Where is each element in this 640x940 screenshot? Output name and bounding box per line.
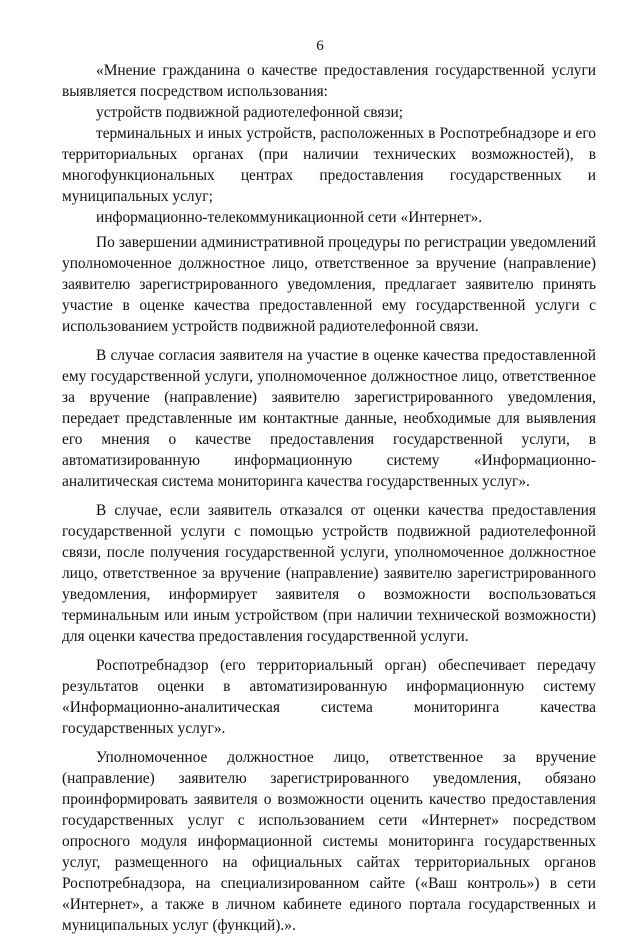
- page-number: 6: [316, 38, 324, 54]
- paragraph-list-item-mobile: устройств подвижной радиотелефонной связи;: [96, 104, 404, 121]
- paragraph-list-item-terminals: терминальных и иных устройств, расположенных в Роспотребнадзоре и его территориальных органах (при наличии технических возможностей), в многофункциональных центрах предоставления государственных и муниципальных услуг;: [62, 125, 596, 205]
- paragraph-refusal: В случае, если заявитель отказался от оценки качества предоставления государственной услуги с помощью устройств подвижной радиотелефонной связи, после получения государственной услуги, уполномоченное должностное лицо, ответственное за вручение (направление) заявителю зарегистрированного уведомления, информирует заявителя о возможности воспользоваться терминальным или иным устройством (при наличии технической возможности) для оценки качества предоставления государственной услуги.: [62, 502, 596, 645]
- paragraph-consent: В случае согласия заявителя на участие в оценке качества предоставленной ему государственной услуги, уполномоченное должностное лицо, ответственное за вручение (направление) заявителю зарегистрированного уведомления, передает представленные им контактные данные, необходимые для выявления его мнения о качестве предоставления государственной услуги, в автоматизированную информационную систему «Информационно-аналитическая система мониторинга качества государственных услуг».: [62, 347, 596, 490]
- document-body: [62, 60, 596, 940]
- paragraph-procedure-completion: По завершении административной процедуры по регистрации уведомлений уполномоченное должностное лицо, ответственное за вручение (направление) заявителю зарегистрированного уведомления, предлагает заявителю принять участие в оценке качества предоставленной ему государственной услуги с использованием устройств подвижной радиотелефонной связи.: [62, 234, 596, 335]
- paragraph-list-item-internet: информационно-телекоммуникационной сети «Интернет».: [96, 209, 483, 226]
- paragraph-obligation: Уполномоченное должностное лицо, ответственное за вручение (направление) заявителю зарегистрированного уведомления, обязано проинформировать заявителя о возможности оценить качество предоставления государственных услуг с использованием сети «Интернет» посредством опросного модуля информационной системы мониторинга государственных услуг, размещенного на официальных сайтах территориальных органов Роспотребнадзора, на специализированном сайте («Ваш контроль») в сети «Интернет», а также в личном кабинете единого портала государственных и муниципальных услуг (функций).».: [62, 749, 596, 934]
- paragraph-intro: «Мнение гражданина о качестве предоставления государственной услуги выявляется посредством использования:: [62, 62, 596, 100]
- paragraph-transfer: Роспотребнадзор (его территориальный орган) обеспечивает передачу результатов оценки в автоматизированную информационную систему «Информационно-аналитическая система мониторинга качества государственных услуг».: [62, 657, 596, 737]
